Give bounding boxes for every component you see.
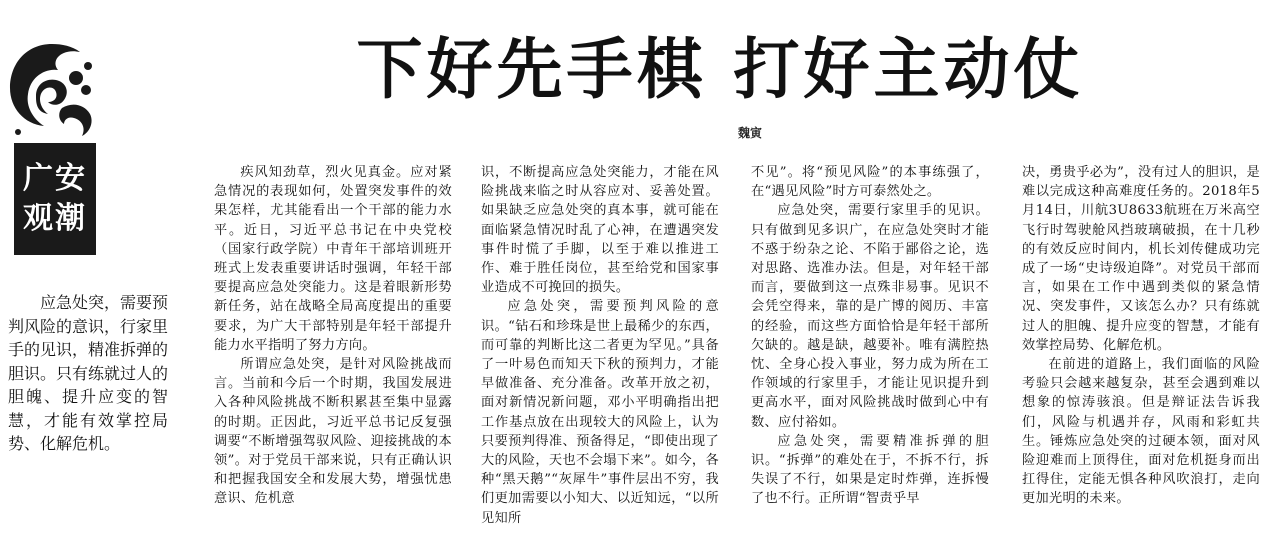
article-column-4 — [1022, 163, 1260, 559]
column-logo-badge — [14, 143, 96, 255]
paragraph: 疾风知劲草，烈火见真金。应对紧急情况的表现如何，处置突发事件的效果怎样，尤其能看出一个干部的能力水平。近日，习近平总书记在中央党校（国家行政学院）中青年干部培训班开班式上发表重要讲话时强调，年轻干部要提高应急处突能力。这是着眼新形势新任务，站在战略全局高度提出的重要要求，为广大干部特别是年轻干部提升能力水平指明了努力方向。 — [214, 165, 452, 353]
paragraph: 不见”。将“预见风险”的本事练强了，在“遇见风险”时方可泰然处之。 — [751, 165, 989, 200]
article-column-2 — [481, 163, 719, 559]
paragraph: 在前进的道路上，我们面临的风险考验只会越来越复杂，甚至会遇到难以想象的惊涛骇浪。但是辩证法告诉我们，风险与机遇并存，风雨和彩虹共生。锤炼应急处突的过硬本领，面对风险迎难而上顶得住，面对危机挺身而出扛得住，定能无惧各种风吹浪打，走向更加光明的未来。 — [1022, 357, 1260, 507]
column-logo-text-line1: 广安 — [23, 161, 87, 196]
pull-quote: 应急处突，需要预判风险的意识，行家里手的见识，精准拆弹的胆识。只有练就过人的胆魄、提升应变的智慧，才能有效掌控局势、化解危机。 — [8, 293, 169, 453]
wave-logo-icon — [6, 40, 98, 140]
paragraph: 所谓应急处突，是针对风险挑战而言。当前和今后一个时期，我国发展进入各种风险挑战不断积累甚至集中显露的时期。正因此，习近平总书记反复强调要“不断增强驾驭风险、迎接挑战的本领”。对于党员干部来说，只有正确认识和把握我国安全和发展大势，增强忧患意识、危机意 — [214, 357, 452, 507]
article-column-3 — [751, 163, 989, 559]
paragraph: 应急处突，需要行家里手的见识。只有做到见多识广，在应急处突时才能不惑于纷杂之论、不陷于鄙俗之论，选对思路、选准办法。但是，对年轻干部而言，要做到这一点殊非易事。见识不会凭空得来，靠的是广博的阅历、丰富的经验，而这些方面恰恰是年轻干部所欠缺的。越是缺，越要补。唯有满腔热忱、全身心投入事业，努力成为所在工作领域的行家里手，才能让见识提升到更高水平，面对风险挑战时做到心中有数、应付裕如。 — [751, 203, 989, 430]
paragraph: 决，勇贵乎必为”，没有过人的胆识，是难以完成这种高难度任务的。2018年5月14日，川航3U8633航班在万米高空飞行时驾驶舱风挡玻璃破损，在十几秒的有效反应时间内，机长刘传健成功完成了一场“史诗级迫降”。对党员干部而言，如果在工作中遇到类似的紧急情况、突发事件，又该怎么办？只有练就过人的胆魄、提升应变的智慧，才能有效掌控局势、化解危机。 — [1022, 165, 1260, 353]
column-logo — [6, 40, 98, 236]
paragraph: 识，不断提高应急处突能力，才能在风险挑战来临之时从容应对、妥善处置。如果缺乏应急处突的真本事，就可能在面临紧急情况时乱了心神，在遭遇突发事件时慌了手脚，以至于难以推进工作、难于胜任岗位，甚至给党和国家事业造成不可挽回的损失。 — [481, 165, 719, 296]
page-title: 下好先手棋 打好主动仗 — [356, 31, 1084, 108]
article-column-1 — [214, 163, 452, 559]
paragraph: 应急处突，需要精准拆弹的胆识。“拆弹”的难处在于，不拆不行，拆失误了不行，如果是定时炸弹，连拆慢了也不行。正所谓“智责乎早 — [751, 433, 989, 507]
column-logo-text-line2: 观潮 — [23, 201, 87, 236]
byline: 魏寅 — [737, 126, 762, 140]
paragraph: 应急处突，需要预判风险的意识。“钻石和珍珠是世上最稀少的东西，而可靠的判断比这二者更为罕见。”具备了一叶易色而知天下秋的预判力，才能早做准备、充分准备。改革开放之初，面对新情况新问题，邓小平明确指出把工作基点放在出现较大的风险上，认为只要预判得准、预备得足，“即使出现了大的风险，天也不会塌下来”。如今，各种“黑天鹅”“灰犀牛”事件层出不穷，我们更加需要以小知大、以近知远，“以所见知所 — [481, 299, 719, 526]
